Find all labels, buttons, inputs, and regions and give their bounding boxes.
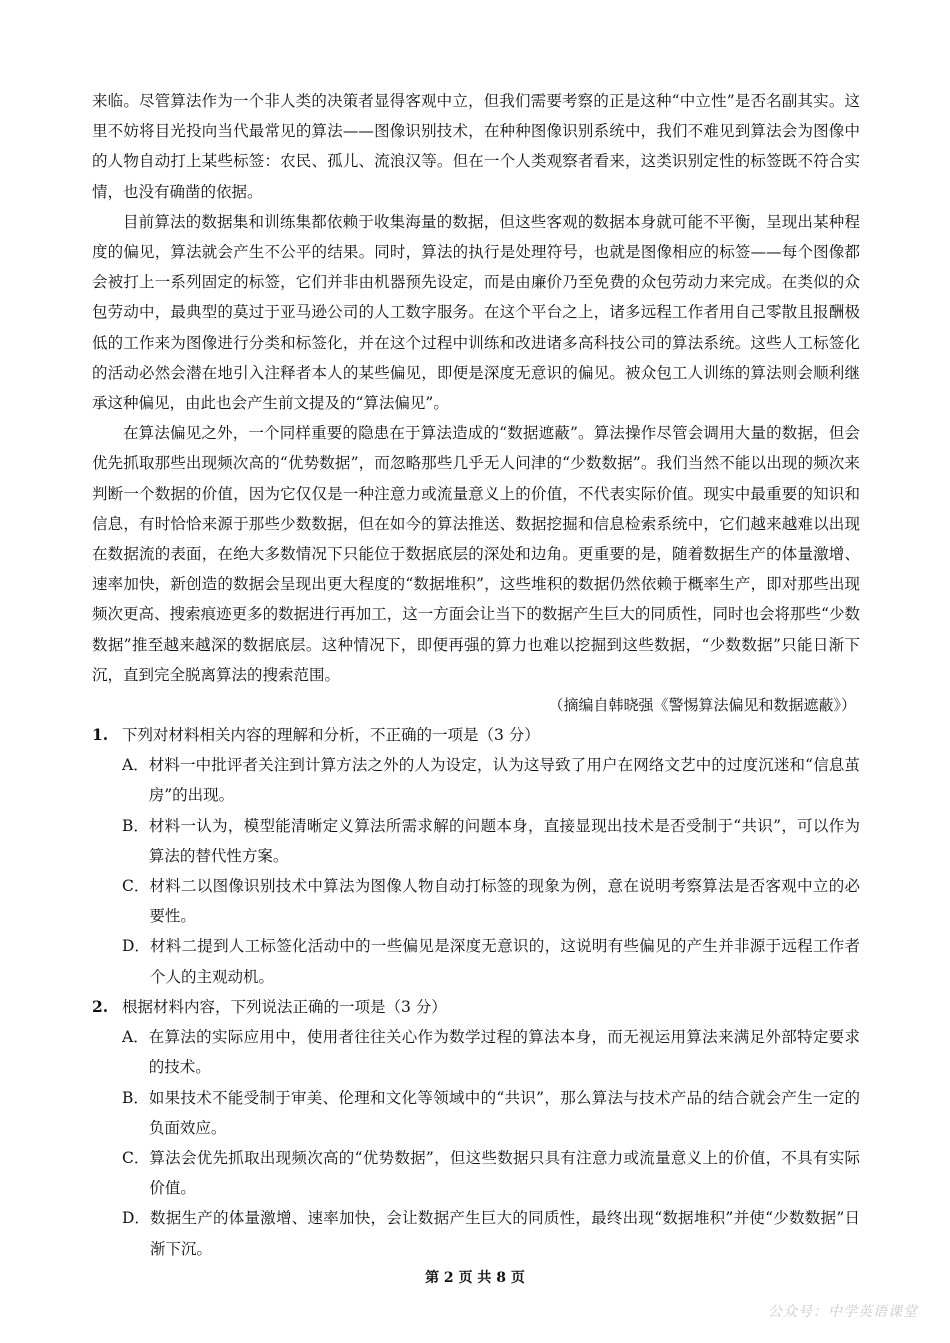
option-text: 材料二以图像识别技术中算法为图像人物自动打标签的现象为例，意在说明考察算法是否客观中立的必要性。 — [149, 877, 860, 926]
question-2-option-d — [92, 1203, 860, 1263]
option-text: 如果技术不能受制于审美、伦理和文化等领域中的“共识”，那么算法与技术产品的结合就会产生一定的负面效应。 — [148, 1088, 860, 1137]
question-1-option-b — [92, 811, 860, 871]
question-1-stem: 下列对材料相关内容的理解和分析，不正确的一项是（3 分） — [122, 726, 540, 745]
question-2-stem: 根据材料内容，下列说法正确的一项是（3 分） — [122, 997, 447, 1016]
question-2-option-a — [92, 1022, 860, 1082]
option-letter: B． — [122, 816, 149, 835]
option-letter: A． — [122, 756, 149, 775]
option-letter: B． — [122, 1088, 149, 1107]
passage-paragraph-1: 来临。尽管算法作为一个非人类的决策者显得客观中立，但我们需要考察的正是这种“中立性”是否名副其实。这里不妨将目光投向当代最常见的算法——图像识别技术，在种种图像识别系统中，我们不难见到算法会为图像中的人物自动打上某些标签：农民、孤儿、流浪汉等。但在一个人类观察者看来，这类识别定性的标签既不符合实情，也没有确凿的依据。 — [92, 92, 860, 201]
question-2 — [92, 992, 860, 1264]
question-1-option-a — [92, 750, 860, 810]
option-letter: D． — [122, 937, 150, 956]
question-1-option-c — [92, 871, 860, 931]
question-2-number: 2. — [92, 996, 109, 1016]
option-text: 数据生产的体量激增、速率加快，会让数据产生巨大的同质性，最终出现“数据堆积”并使“少数数据”日渐下沉。 — [149, 1209, 860, 1258]
question-2-option-c — [92, 1143, 860, 1203]
option-text: 算法会优先抓取出现频次高的“优势数据”，但这些数据只具有注意力或流量意义上的价值，不具有实际价值。 — [149, 1148, 860, 1198]
passage-paragraph-2: 目前算法的数据集和训练集都依赖于收集海量的数据，但这些客观的数据本身就可能不平衡，呈现出某种程度的偏见，算法就会产生不公平的结果。同时，算法的执行是处理符号，也就是图像相应的标签——每个图像都会被打上一系列固定的标签，它们并非由机器预先设定，而是由廉价乃至免费的众包劳动力来完成。在类似的众包劳动中，最典型的莫过于亚马逊公司的人工数字服务。在这个平台之上，诸多远程工作者用自己零散且报酬极低的工作来为图像进行分类和标签化，并在这个过程中训练和改进诸多高科技公司的算法系统。这些人工标签化的活动必然会潜在地引入注释者本人的某些偏见，即便是深度无意识的偏见。被众包工人训练的算法则会顺利继承这种偏见，由此也会产生前文提及的“算法偏见”。 — [92, 212, 860, 413]
option-letter: D． — [122, 1209, 150, 1228]
option-text: 材料一认为，模型能清晰定义算法所需求解的问题本身，直接显现出技术是否受制于“共识”，可以作为算法的替代性方案。 — [148, 816, 860, 865]
option-letter: C． — [122, 1148, 150, 1167]
page-content — [92, 86, 860, 1264]
option-text: 材料二提到人工标签化活动中的一些偏见是深度无意识的，这说明有些偏见的产生并非源于远程工作者个人的主观动机。 — [149, 937, 860, 986]
question-1-option-d — [92, 931, 860, 991]
option-text: 材料一中批评者关注到计算方法之外的人为设定，认为这导致了用户在网络文艺中的过度沉迷和“信息茧房”的出现。 — [148, 756, 860, 805]
passage-paragraph-3: 在算法偏见之外，一个同样重要的隐患在于算法造成的“数据遮蔽”。算法操作尽管会调用大量的数据，但会优先抓取那些出现频次高的“优势数据”，而忽略那些几乎无人问津的“少数数据”。我们当然不能以出现的频次来判断一个数据的价值，因为它仅仅是一种注意力或流量意义上的价值，不代表实际价值。现实中最重要的知识和信息，有时恰恰来源于那些少数数据，但在如今的算法推送、数据挖掘和信息检索系统中，它们越来越难以出现在数据流的表面，在绝大多数情况下只能位于数据底层的深处和边角。更重要的是，随着数据生产的体量激增、速率加快，新创造的数据会呈现出更大程度的“数据堆积”，这些堆积的数据仍然依赖于概率生产，即对那些出现频次更高、搜索痕迹更多的数据进行再加工，这一方面会让当下的数据产生巨大的同质性，同时也会将那些“少数数据”推至越来越深的数据底层。这种情况下，即便再强的算力也难以挖掘到这些数据，“少数数据”只能日渐下沉，直到完全脱离算法的搜索范围。 — [92, 424, 860, 684]
option-text: 在算法的实际应用中，使用者往往关心作为数学过程的算法本身，而无视运用算法来满足外部特定要求的技术。 — [148, 1028, 860, 1077]
question-2-stem-line — [92, 992, 860, 1022]
question-2-option-b — [92, 1083, 860, 1143]
question-1 — [92, 720, 860, 992]
option-letter: C． — [122, 877, 150, 896]
question-1-number: 1. — [92, 725, 109, 745]
option-letter: A． — [122, 1028, 149, 1047]
watermark: 公众号：中学英语课堂 — [768, 1304, 918, 1320]
question-1-stem-line — [92, 720, 860, 750]
page-number: 第 2 页 共 8 页 — [425, 1270, 525, 1286]
source-citation: （摘编自韩晓强《警惕算法偏见和数据遮蔽》） — [548, 696, 856, 715]
